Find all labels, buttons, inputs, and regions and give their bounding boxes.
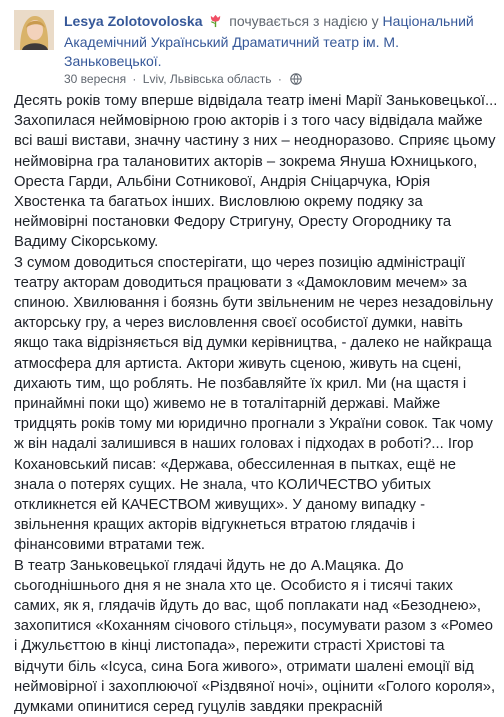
tulip-icon <box>208 13 223 33</box>
post-header <box>14 10 494 90</box>
tagged-page-link[interactable]: Національний Академічний Український Драматичний театр ім. М. Заньковецької. <box>64 13 474 69</box>
globe-icon[interactable] <box>290 73 302 89</box>
meta-separator: · <box>132 72 137 86</box>
meta-separator: · <box>277 72 282 86</box>
post-paragraph: З сумом доводиться спостерігати, що через позицію адміністрації театру акторам доводиться працювати з «Дамокловим мечем» за спиною. Хвилювання і боязнь бути звільненим не через незадовільну акторську гру, а через висловлення своєї особистої думки, навіть якщо така відрізняється від думки керівництва, - далеко не найкраща атмосфера для артиста. Актори живуть сценою, живуть на сцені, дихають тим, що роблять. Не позбавляйте їх крил. Ми (на щастя і принаймні поки що) живемо не в тоталітарній державі. Майже тридцять років тому ми юридично прогнали з України совок. Так чому ж він надалі залишився в наших головах і підходах в роботі?... Ігор Кохановський писав: «Держава, обессиленная в пытках, ещё не знала о потерях сущих. Не знала, что КОЛИЧЕСТВО убитых откликнется ей КАЧЕСТВОМ живущих». У даному випадку - звільнення кращих акторів відгукнеться втратою глядачів і фінансовими втратами теж. <box>14 254 493 554</box>
feeling-text: почувається з надією у <box>229 13 379 29</box>
post-date[interactable]: 30 вересня <box>64 72 127 86</box>
post-paragraph: Десять років тому вперше відвідала театр імені Марії Заньковецької... Захопилася неймовірною грою акторів і з того часу відвідала майже всі ваші вистави, значну частину з них – неодноразово. Сприяє цьому неймовірна гра талановитих акторів – зокрема Януша Юхницького, Ореста Гарди, Альбіни Сотникової, Андрія Сніцарчука, Юрія Хвостенка та багатьох інших. Висловлюю окрему подяку за неймовірні постановки Федору Стригуну, Оресту Огороднику та Вадиму Сікорському. <box>14 93 498 251</box>
post-title-line <box>64 12 494 71</box>
author-name[interactable]: Lesya Zolotovoloska <box>64 13 203 29</box>
post-body <box>14 91 498 717</box>
avatar-photo <box>14 10 54 50</box>
post-location[interactable]: Lviv, Львівська область <box>142 72 272 86</box>
post-paragraph: В театр Заньковецької глядачі йдуть не до А.Мацяка. До сьогоднішнього дня я не знала хто це. Особисто я і тисячі таких самих, як я, глядачів йдуть до вас, щоб поплакати над «Безоднею», захопитися «Коханням січового стільця», посумувати разом з «Ромео і Джульєттою в кінці листопада», пережити страсті Христові та відчути біль «Ісуса, сина Бога живого», отримати шалені емоції від неймовірної і захоплюючої «Різдвяної ночі», оцінити «Голого короля», думками опинитися серед гуцулів завдяки прекрасній <box>14 557 496 716</box>
post-meta <box>64 71 302 89</box>
author-avatar[interactable] <box>14 10 54 50</box>
